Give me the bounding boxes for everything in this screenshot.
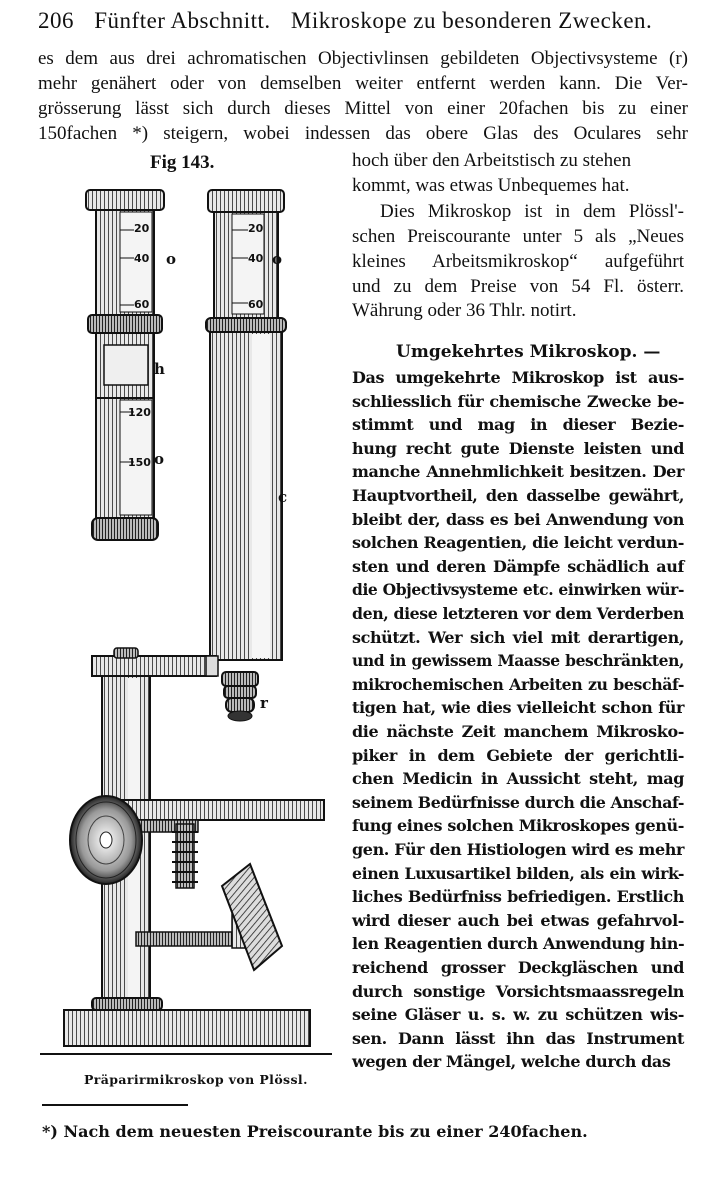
body-line: schliesslich für chemische Zwecke be- [352,391,684,411]
body-line: seinem Bedürfnisse durch die Anschaf- [352,792,684,812]
scale-label: 60 [248,298,264,311]
body-line: len Reagentien durch Anwendung hin- [352,934,685,954]
scale-label: 40 [134,252,150,265]
intro-line: 150fachen *) steigern, wobei indessen das obere Glas des Oculares sehr [38,123,688,144]
footnote: *) Nach dem neuesten Preiscourante bis zu einer 240fachen. [42,1122,588,1141]
figure-letter-c: c [278,488,288,506]
text-line: Währung oder 36 Thlr. notirt. [352,300,577,321]
body-line: die Objectivsysteme etc. einwirken wür- [352,580,684,600]
scale-label: 60 [134,298,150,311]
intro-line: grösserung lässt sich durch dieses Mittel von einer 20fachen bis zu einer [38,98,688,119]
footnote-divider [42,1104,188,1106]
figure-letter-o: o [154,450,165,468]
text-line: Dies Mikroskop ist in dem Plössl'- [380,201,684,222]
body-line: tigen hat, wie dies vielleicht schon für [352,698,684,718]
scale-label: 20 [134,222,150,235]
body-line: durch sonstige Vorsichtsmaassregeln [352,981,684,1001]
body-line: liches Bedürfniss befriedigen. Erstlich [352,887,684,907]
section-title: Fünfter Abschnitt. [94,8,271,33]
body-line: den, diese letzteren vor dem Verderben [352,604,684,623]
body-line: und in gewissem Maasse beschränkten, [352,651,684,671]
body-line: manche Annehmlichkeit besitzen. Der [352,462,684,482]
focus-wheel [70,796,142,884]
section-heading: Umgekehrtes Mikroskop. — [396,342,661,362]
detached-eyepiece [86,190,164,540]
text-line: schen Preiscourante unter 5 als „Neues [352,226,684,247]
body-line: gen. Für den Histiologen wird es mehr [352,840,684,859]
intro-line: es dem aus drei achromatischen Objectivlinsen gebildeten Objectivsysteme (r) [38,48,688,69]
body-line: chen Medicin in Aussicht steht, mag [352,769,684,789]
figure-letter-o: o [166,250,177,268]
objective [222,672,258,721]
body-line: bleibt der, dass es bei Anwendung von [352,509,684,529]
intro-line: mehr genähert oder von demselben weiter entfernt werden kann. Die Ver- [38,73,688,94]
text-line: und zu dem Preise von 54 Fl. österr. [352,276,684,297]
text-line: hoch über den Arbeitstisch zu stehen [352,150,632,171]
body-line: solchen Reagentien, die leicht verdun- [352,533,684,553]
microscope-figure [36,180,336,1060]
body-line: fung eines solchen Mikroskopes genü- [352,816,684,836]
scale-label: 120 [128,406,151,419]
body-line: einen Luxusartikel bilden, als ein wirk- [352,863,684,883]
arm [92,648,218,676]
figure-letter-h: h [154,360,165,378]
body-line: piker in dem Gebiete der gerichtli- [352,745,684,765]
figure-caption: Präparirmikroskop von Plössl. [84,1072,308,1087]
base [40,998,332,1054]
body-line: wird dieser auch bei etwas gefahrvol- [352,910,684,930]
scale-label: 20 [248,222,264,235]
body-line: wegen der Mängel, welche durch das [352,1052,671,1072]
body-line: seine Gläser u. s. w. zu schützen wis- [352,1005,684,1025]
figure-letter-r: r [260,694,268,712]
body-line: reichend grosser Deckgläschen und [352,958,684,977]
page-number: 206 [38,8,74,33]
scale-label: 40 [248,252,264,265]
body-line: Hauptvortheil, den dasselbe gewährt, [352,486,684,505]
chapter-title: Mikroskope zu besonderen Zwecken. [290,8,653,33]
spring [172,824,198,888]
body-line: schützt. Wer sich viel mit derartigen, [352,627,684,647]
mirror [136,864,282,970]
body-line: Das umgekehrte Mikroskop ist aus- [352,368,684,387]
figure-letter-o: o [272,250,283,268]
figure-label: Fig 143. [150,152,215,173]
text-line: kleines Arbeitsmikroskop“ aufgeführt [352,251,684,272]
microscope-illustration [36,180,336,1060]
text-line: kommt, was etwas Unbequemes hat. [352,175,630,196]
body-line: stimmt und mag in dieser Bezie- [352,415,684,435]
body-line: sen. Dann lässt ihn das Instrument [352,1028,684,1048]
scale-label: 150 [128,456,151,469]
body-line: sten und deren Dämpfe schädlich auf [352,556,684,576]
body-line: mikrochemischen Arbeiten zu beschäf- [352,674,684,694]
body-line: hung recht gute Dienste leisten und [352,438,684,458]
running-header [38,8,688,42]
body-line: die nächste Zeit manchem Mikrosko- [352,722,684,741]
